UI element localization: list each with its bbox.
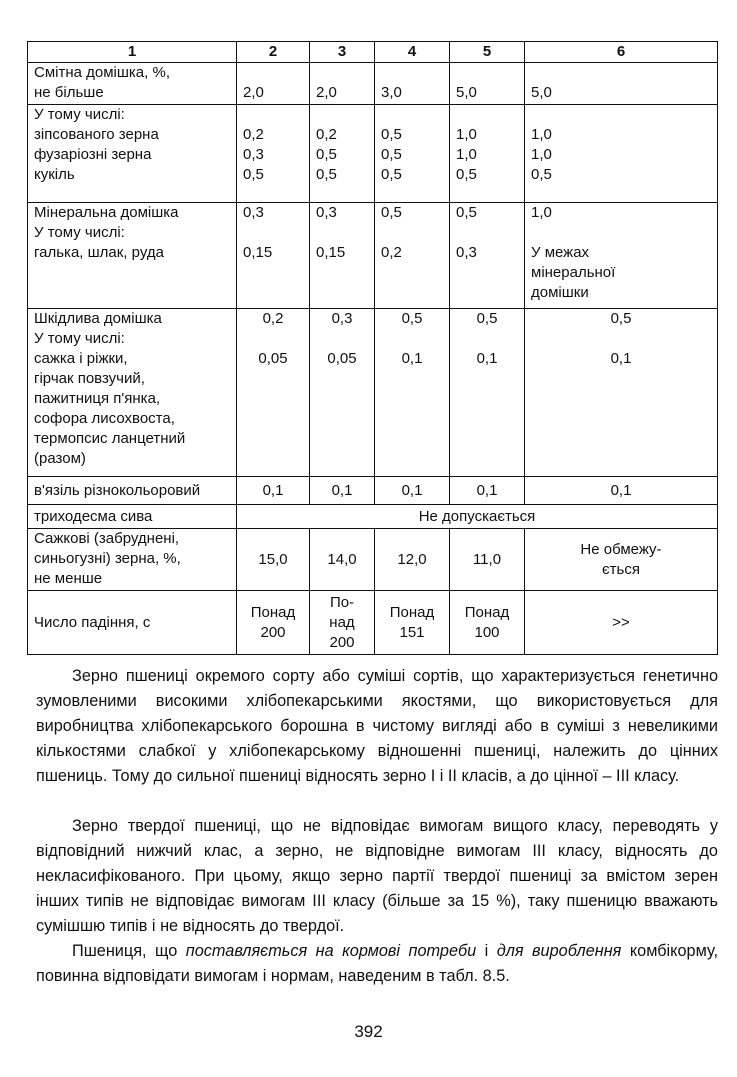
table-cell: 1,0 1,0 0,5	[450, 105, 525, 203]
body-paragraph-2: Зерно твердої пшениці, що не відповідає вимогам вищого класу, переводять у відповідний нижчий клас, а зерно, не відповідне вимогам ІІІ класу, відносять до некласифікованого. При цьому, якщо зерно партії твердої пшениці за вмістом зерен інших типів не відповідає вимогам ІІІ класу (більше за 15 %), таку пшеницю вважають сумішшю типів і не відносять до твердої.	[36, 817, 718, 935]
table-cell: 0,1	[237, 477, 310, 505]
table-cell: 0,1	[450, 477, 525, 505]
col-header-1: 1	[28, 42, 237, 63]
table-cell: 0,3 0,15	[237, 203, 310, 309]
table-cell: 0,1	[310, 477, 375, 505]
table-cell: 0,1	[525, 477, 718, 505]
row-label: Мінеральна домішка У тому числі: галька, шлак, руда	[28, 203, 237, 309]
table-cell-merged: Не допускається	[237, 505, 718, 529]
table-cell: 0,5 0,2	[375, 203, 450, 309]
row-label: в'язіль різнокольоровий	[28, 477, 237, 505]
table-cell: 14,0	[310, 529, 375, 591]
table-cell: 0,3 0,05	[310, 309, 375, 477]
table-row	[28, 105, 718, 203]
italic-phrase: для вироблення	[496, 942, 622, 960]
row-label: Сажкові (забруднені, синьогузні) зерна, %, не менше	[28, 529, 237, 591]
table-row	[28, 63, 718, 105]
table-cell: Понад 151	[375, 591, 450, 655]
table-cell: 1,0 1,0 0,5	[525, 105, 718, 203]
col-header-2: 2	[237, 42, 310, 63]
col-header-5: 5	[450, 42, 525, 63]
page-number: 392	[354, 1022, 383, 1041]
table-cell: 1,0 У межах мінеральної домішки	[525, 203, 718, 309]
table-cell: 2,0	[237, 63, 310, 105]
paragraph-text: комбікорму, повинна відповідати вимогам і нормам, наведеним в табл. 8.5.	[36, 942, 718, 985]
row-label: У тому числі: зіпсованого зерна фузаріозні зерна кукіль	[28, 105, 237, 203]
table-cell: 0,2 0,5 0,5	[310, 105, 375, 203]
body-paragraph-3	[36, 939, 718, 989]
row-label: триходесма сива	[28, 505, 237, 529]
table-header-row	[28, 42, 718, 63]
table-cell: 0,5 0,5 0,5	[375, 105, 450, 203]
col-header-3: 3	[310, 42, 375, 63]
paragraph-text: Пшениця, що	[72, 942, 186, 960]
table-cell: 0,5 0,3	[450, 203, 525, 309]
table-row	[28, 505, 718, 529]
table-cell: 0,5 0,1	[525, 309, 718, 477]
table-cell: 0,1	[375, 477, 450, 505]
table-cell: 0,5 0,1	[375, 309, 450, 477]
row-label: Число падіння, с	[28, 591, 237, 655]
table-row	[28, 309, 718, 477]
table-row	[28, 203, 718, 309]
table-cell: 0,3 0,15	[310, 203, 375, 309]
table-cell: >>	[525, 591, 718, 655]
col-header-6: 6	[525, 42, 718, 63]
paragraph-text: і	[476, 942, 497, 960]
table-cell: 11,0	[450, 529, 525, 591]
table-row	[28, 477, 718, 505]
italic-phrase: поставляється на кормові потреби	[185, 942, 477, 960]
table-cell: Понад 200	[237, 591, 310, 655]
table-cell: Понад 100	[450, 591, 525, 655]
body-paragraph-1: Зерно пшениці окремого сорту або суміші сортів, що характеризується генетично зумовленими високими хлібопекарськими якостями, що використовується для виробництва хлібопекарського борошна в чистому вигляді або в суміші з невеликими кількостями слабкої у хлібопекарському відношенні пшениці, належить до цінних пшениць. Тому до сильної пшениці відносять зерно І і ІІ класів, а до цінної – ІІІ класу.	[36, 667, 718, 785]
table-cell: 0,5 0,1	[450, 309, 525, 477]
table-cell: 2,0	[310, 63, 375, 105]
table-cell: 15,0	[237, 529, 310, 591]
col-header-4: 4	[375, 42, 450, 63]
table-cell: 5,0	[525, 63, 718, 105]
table-cell: 0,2 0,3 0,5	[237, 105, 310, 203]
row-label: Смітна домішка, %, не більше	[28, 63, 237, 105]
table-cell: 12,0	[375, 529, 450, 591]
norms-table	[27, 41, 718, 655]
table-row	[28, 591, 718, 655]
table-cell: 5,0	[450, 63, 525, 105]
table-cell: 0,2 0,05	[237, 309, 310, 477]
row-label: Шкідлива домішка У тому числі: сажка і ріжки, гірчак повзучий, пажитниця п'янка, софора лисохвоста, термопсис ланцетний (разом)	[28, 309, 237, 477]
table-row	[28, 529, 718, 591]
table-cell: Не обмежу- ється	[525, 529, 718, 591]
table-cell: По- над 200	[310, 591, 375, 655]
table-cell: 3,0	[375, 63, 450, 105]
